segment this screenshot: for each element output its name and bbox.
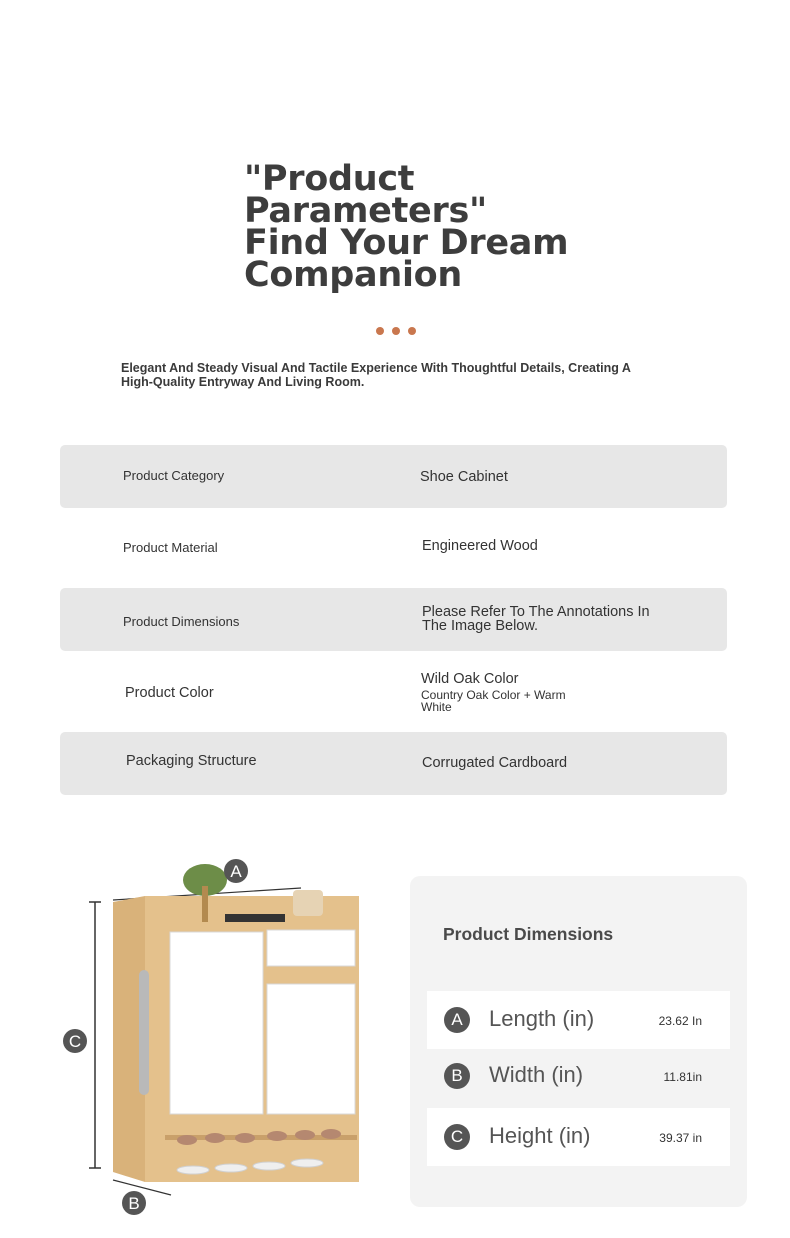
page-title: "Product Parameters" Find Your Dream Companion bbox=[244, 159, 569, 295]
spec-value: Corrugated Cardboard bbox=[422, 755, 568, 771]
spec-value: Wild Oak Color bbox=[421, 671, 519, 687]
dimension-label: Height (in) bbox=[489, 1123, 591, 1148]
spec-value-group bbox=[421, 671, 581, 713]
shoe-cabinet-image bbox=[55, 850, 385, 1230]
marker-c bbox=[63, 1029, 87, 1053]
spec-label: Product Dimensions bbox=[123, 614, 240, 629]
marker-b bbox=[122, 1191, 146, 1215]
spec-row-category bbox=[60, 445, 727, 508]
dimensions-panel bbox=[410, 876, 747, 1207]
width-line bbox=[113, 1180, 171, 1195]
spec-value: Please Refer To The Annotations In The Image Below. bbox=[422, 604, 650, 634]
dimension-value: 39.37 in bbox=[659, 1131, 702, 1145]
badge-a: A bbox=[444, 1007, 470, 1033]
marker-b-label: B bbox=[128, 1194, 140, 1213]
dot bbox=[376, 327, 384, 335]
spec-label: Packaging Structure bbox=[126, 753, 257, 769]
spec-label: Product Color bbox=[125, 685, 214, 701]
page-subtitle: Elegant And Steady Visual And Tactile Experience With Thoughtful Details, Creating A High-Quality Entryway And Living Room. bbox=[121, 361, 631, 389]
spec-value: Shoe Cabinet bbox=[420, 469, 508, 485]
marker-c-label: C bbox=[68, 1032, 82, 1051]
decorative-dots bbox=[376, 322, 424, 340]
dimension-value: 11.81in bbox=[663, 1070, 702, 1084]
dimension-row-width bbox=[427, 1047, 730, 1105]
marker-a-label: A bbox=[230, 862, 242, 881]
dimension-value: 23.62 In bbox=[658, 1014, 702, 1028]
badge-b: B bbox=[444, 1063, 470, 1089]
spec-label: Product Material bbox=[123, 540, 218, 555]
dimension-label: Width (in) bbox=[489, 1062, 584, 1087]
spec-row-dimensions bbox=[60, 588, 727, 651]
dot bbox=[392, 327, 400, 335]
marker-a bbox=[224, 859, 248, 883]
spec-value: Engineered Wood bbox=[422, 538, 538, 554]
spec-label: Product Category bbox=[123, 468, 225, 483]
dimension-row-length bbox=[427, 991, 730, 1049]
badge-c: C bbox=[444, 1124, 470, 1150]
dimensions-title: Product Dimensions bbox=[443, 924, 614, 944]
spec-value-sub: Country Oak Color + Warm White bbox=[421, 688, 566, 714]
spec-row-material bbox=[60, 516, 727, 579]
dimension-label: Length (in) bbox=[489, 1006, 595, 1031]
spec-row-color bbox=[60, 660, 727, 723]
dot bbox=[408, 327, 416, 335]
spec-row-packaging bbox=[60, 732, 727, 795]
dimension-row-height bbox=[427, 1108, 730, 1166]
